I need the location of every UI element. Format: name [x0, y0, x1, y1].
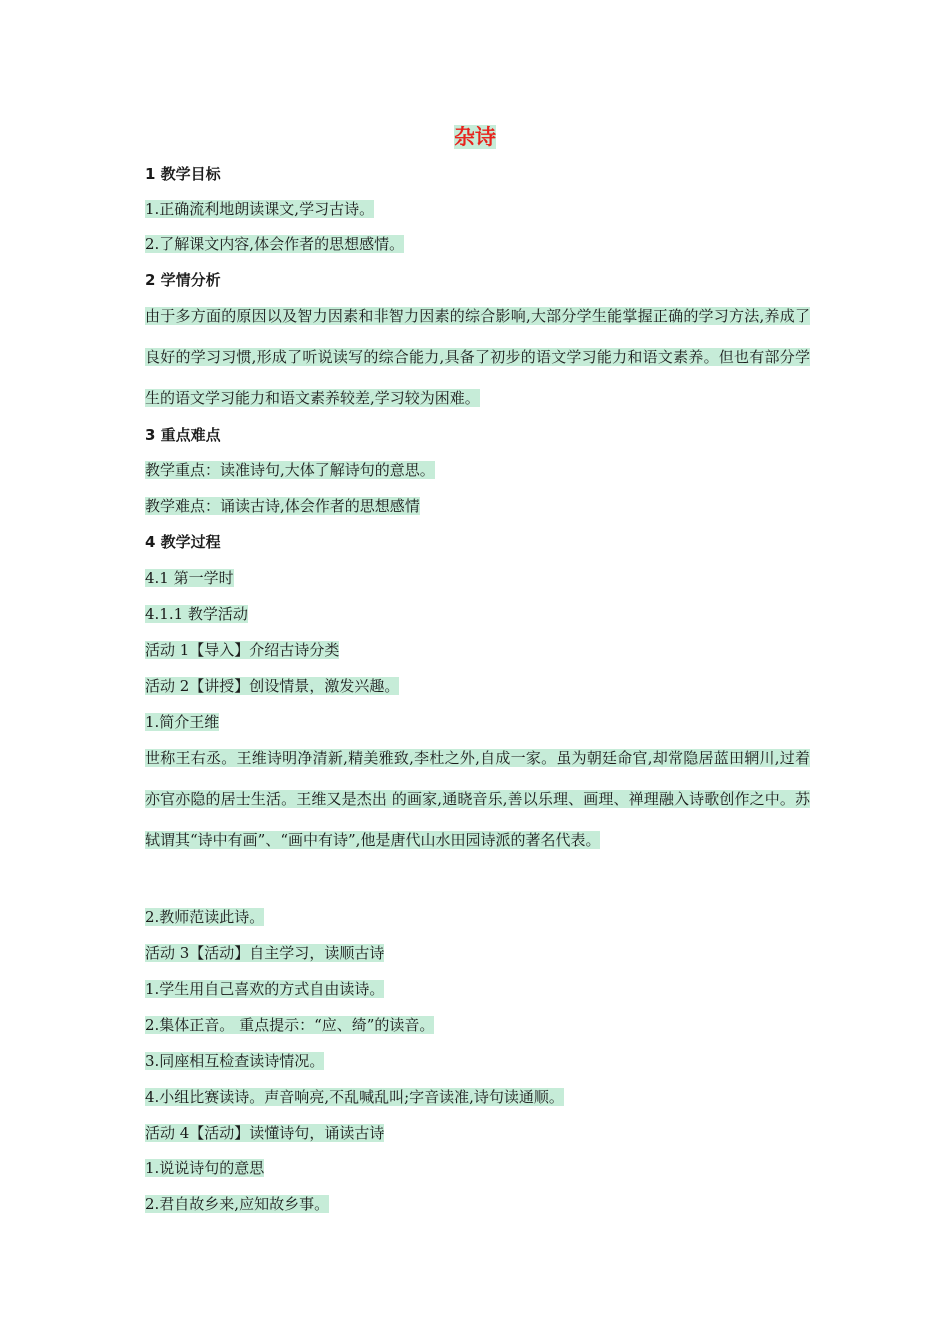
difficult-point-item: 教学难点：诵读古诗,体会作者的思想感情: [145, 497, 420, 515]
activity-4-item-1: 1.说说诗句的意思: [145, 1159, 265, 1177]
activity-3: 活动 3【活动】自主学习，读顺古诗: [145, 944, 385, 962]
activity-2: 活动 2【讲授】创设情景，激发兴趣。: [145, 677, 400, 695]
activity-3-item-2: 2.集体正音。 重点提示：“应、绮”的读音。: [145, 1016, 435, 1034]
subsection-first-lesson: 4.1 第一学时: [145, 569, 234, 587]
section-heading-key-points: 3 重点难点: [145, 426, 221, 444]
activity-3-item-1: 1.学生用自己喜欢的方式自由读诗。: [145, 980, 385, 998]
intro-label: 1.简介王维: [145, 713, 220, 731]
teacher-read-item: 2.教师范读此诗。: [145, 908, 265, 926]
activity-4: 活动 4【活动】读懂诗句，诵读古诗: [145, 1124, 385, 1142]
subsection-activities: 4.1.1 教学活动: [145, 605, 248, 623]
intro-paragraph: 世称王右丞。王维诗明净清新,精美雅致,李杜之外,自成一家。虽为朝廷命官,却常隐居蓝田辋川,过着亦官亦隐的居士生活。王维又是杰出 的画家,通晓音乐,善以乐理、画理、禅理融入诗歌创作之中。苏轼谓其“诗中有画”、“画中有诗”,他是唐代山水田园诗派的著名代表。: [145, 749, 810, 849]
document-title: 杂诗: [454, 125, 496, 149]
activity-4-item-2: 2.君自故乡来,应知故乡事。: [145, 1195, 330, 1213]
section-heading-analysis: 2 学情分析: [145, 271, 221, 289]
objective-item-1: 1.正确流利地朗读课文,学习古诗。: [145, 200, 375, 218]
section-heading-objectives: 1 教学目标: [145, 165, 221, 183]
objective-item-2: 2.了解课文内容,体会作者的思想感情。: [145, 235, 405, 253]
activity-3-item-4: 4.小组比赛读诗。声音响亮,不乱喊乱叫;字音读准,诗句读通顺。: [145, 1088, 564, 1106]
section-heading-process: 4 教学过程: [145, 533, 221, 551]
analysis-paragraph: 由于多方面的原因以及智力因素和非智力因素的综合影响,大部分学生能掌握正确的学习方法,养成了良好的学习习惯,形成了听说读写的综合能力,具备了初步的语文学习能力和语文素养。但也有部分学生的语文学习能力和语文素养较差,学习较为困难。: [145, 307, 810, 407]
activity-1: 活动 1【导入】介绍古诗分类: [145, 641, 340, 659]
key-point-item: 教学重点：读准诗句,大体了解诗句的意思。: [145, 461, 435, 479]
activity-3-item-3: 3.同座相互检查读诗情况。: [145, 1052, 325, 1070]
